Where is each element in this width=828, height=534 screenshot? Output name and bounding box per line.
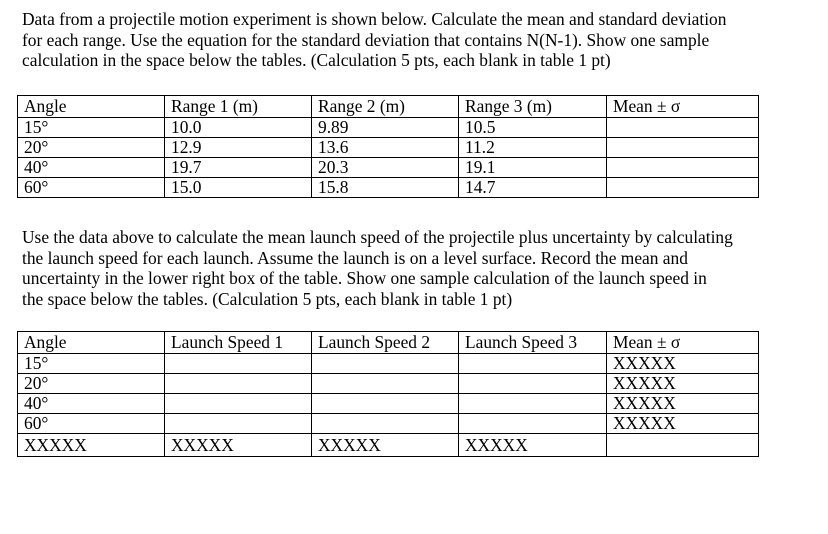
launch-speed-blank-cell[interactable] (312, 354, 459, 374)
angle-cell: 60° (18, 178, 165, 198)
range-table-header-row (18, 96, 759, 118)
instructions-line: calculation in the space below the tables. (Calculation 5 pts, each blank in table 1 pt) (22, 50, 611, 70)
mean-uncertainty-blank-cell[interactable] (607, 434, 759, 457)
launch-speed-blank-cell[interactable] (312, 414, 459, 434)
angle-cell: 15° (18, 118, 165, 138)
range-cell: 19.1 (459, 158, 607, 178)
crossed-out-cell: XXXXX (607, 354, 759, 374)
range-cell: 13.6 (312, 138, 459, 158)
mean-blank-cell[interactable] (607, 178, 759, 198)
header-mean: Mean ± σ (607, 96, 759, 118)
launch-speed-blank-cell[interactable] (165, 374, 312, 394)
table-row (18, 354, 759, 374)
range-cell: 12.9 (165, 138, 312, 158)
range-cell: 15.0 (165, 178, 312, 198)
mean-blank-cell[interactable] (607, 158, 759, 178)
range-cell: 10.5 (459, 118, 607, 138)
angle-cell: 20° (18, 138, 165, 158)
launch-speed-instructions (22, 227, 792, 309)
table-row (18, 118, 759, 138)
header-launch-speed-3: Launch Speed 3 (459, 332, 607, 354)
range-cell: 19.7 (165, 158, 312, 178)
range-cell: 9.89 (312, 118, 459, 138)
header-angle: Angle (18, 96, 165, 118)
angle-cell: 40° (18, 394, 165, 414)
angle-cell: 20° (18, 374, 165, 394)
instructions-line: uncertainty in the lower right box of the table. Show one sample calculation of the launch speed in (22, 268, 707, 288)
range-table (17, 95, 759, 198)
instructions-line: Data from a projectile motion experiment is shown below. Calculate the mean and standard deviation (22, 9, 727, 29)
crossed-out-cell: XXXXX (18, 434, 165, 457)
header-range-3: Range 3 (m) (459, 96, 607, 118)
launch-speed-blank-cell[interactable] (459, 414, 607, 434)
range-cell: 15.8 (312, 178, 459, 198)
mean-blank-cell[interactable] (607, 118, 759, 138)
launch-speed-table (17, 331, 759, 457)
header-launch-speed-2: Launch Speed 2 (312, 332, 459, 354)
header-angle: Angle (18, 332, 165, 354)
crossed-out-cell: XXXXX (607, 414, 759, 434)
launch-speed-blank-cell[interactable] (165, 394, 312, 414)
crossed-out-cell: XXXXX (165, 434, 312, 457)
range-cell: 10.0 (165, 118, 312, 138)
table-row (18, 178, 759, 198)
range-cell: 14.7 (459, 178, 607, 198)
crossed-out-cell: XXXXX (607, 394, 759, 414)
instructions-line: for each range. Use the equation for the standard deviation that contains N(N-1). Show one sample (22, 29, 710, 50)
instructions-line: the launch speed for each launch. Assume the launch is on a level surface. Record the mean and (22, 247, 688, 268)
launch-speed-blank-cell[interactable] (165, 354, 312, 374)
table-row (18, 394, 759, 414)
angle-cell: 15° (18, 354, 165, 374)
angle-cell: 40° (18, 158, 165, 178)
crossed-out-cell: XXXXX (607, 374, 759, 394)
header-launch-speed-1: Launch Speed 1 (165, 332, 312, 354)
launch-speed-blank-cell[interactable] (459, 394, 607, 414)
crossed-out-cell: XXXXX (459, 434, 607, 457)
table-row (18, 414, 759, 434)
table-row (18, 374, 759, 394)
range-cell: 11.2 (459, 138, 607, 158)
header-range-1: Range 1 (m) (165, 96, 312, 118)
table-row (18, 158, 759, 178)
range-cell: 20.3 (312, 158, 459, 178)
table-row (18, 138, 759, 158)
launch-speed-blank-cell[interactable] (459, 354, 607, 374)
instructions-paragraph (22, 9, 792, 71)
mean-blank-cell[interactable] (607, 138, 759, 158)
instructions-line: the space below the tables. (Calculation 5 pts, each blank in table 1 pt) (22, 288, 513, 309)
instructions-line: Use the data above to calculate the mean launch speed of the projectile plus uncertainty by calculating (22, 227, 733, 247)
launch-speed-blank-cell[interactable] (459, 374, 607, 394)
crossed-out-cell: XXXXX (312, 434, 459, 457)
launch-speed-blank-cell[interactable] (165, 414, 312, 434)
table-row (18, 434, 759, 457)
header-range-2: Range 2 (m) (312, 96, 459, 118)
launch-speed-blank-cell[interactable] (312, 374, 459, 394)
launch-speed-blank-cell[interactable] (312, 394, 459, 414)
angle-cell: 60° (18, 414, 165, 434)
launch-table-header-row (18, 332, 759, 354)
header-mean: Mean ± σ (607, 332, 759, 354)
